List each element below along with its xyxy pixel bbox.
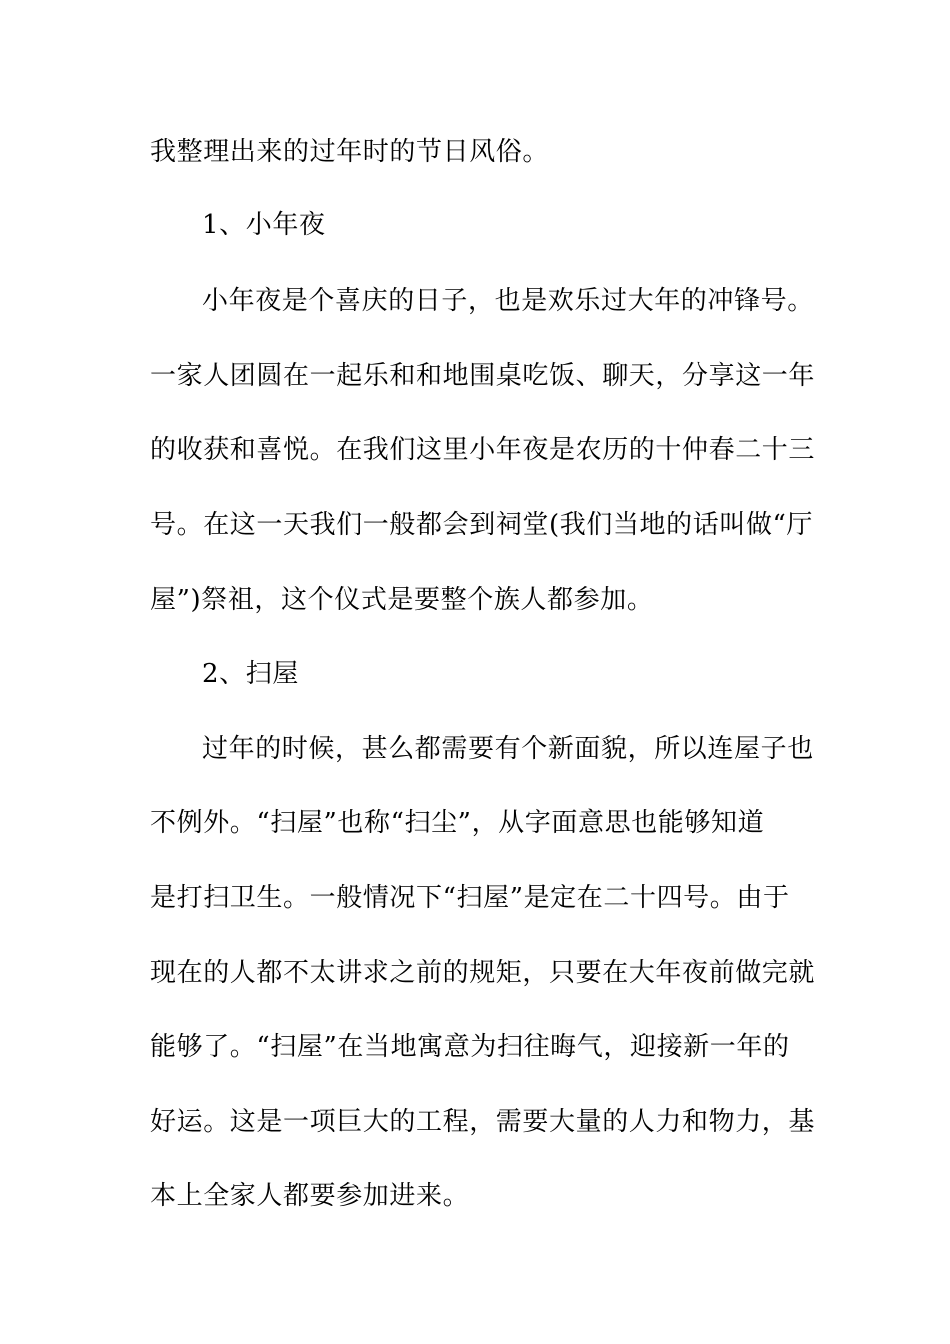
text-line: 是打扫卫生。一般情况下“扫屋”是定在二十四号。由于 <box>150 883 790 913</box>
text-line: 过年的时候，甚么都需要有个新面貌，所以连屋子也 <box>202 734 814 764</box>
section-heading: 1、小年夜 <box>202 210 326 240</box>
text-line: 好运。这是一项巨大的工程，需要大量的人力和物力，基 <box>150 1107 816 1137</box>
text-line: 号。在这一天我们一般都会到祠堂(我们当地的话叫做“厅 <box>150 510 814 540</box>
text-line: 本上全家人都要参加进来。 <box>150 1181 470 1211</box>
text-line: 小年夜是个喜庆的日子，也是欢乐过大年的冲锋号。 <box>202 286 814 316</box>
text-line: 能够了。“扫屋”在当地寓意为扫往晦气，迎接新一年的 <box>150 1032 790 1062</box>
text-line: 我整理出来的过年时的节日风俗。 <box>150 137 550 167</box>
section-heading: 2、扫屋 <box>202 659 299 689</box>
text-line: 不例外。“扫屋”也称“扫尘”，从字面意思也能够知道 <box>150 808 765 838</box>
text-line: 一家人团圆在一起乐和和地围桌吃饭、聊天，分享这一年 <box>150 361 816 391</box>
text-line: 现在的人都不太讲求之前的规矩，只要在大年夜前做完就 <box>150 958 816 988</box>
text-line: 屋”)祭祖，这个仪式是要整个族人都参加。 <box>150 585 654 615</box>
text-line: 的收获和喜悦。在我们这里小年夜是农历的十仲春二十三 <box>150 435 816 465</box>
